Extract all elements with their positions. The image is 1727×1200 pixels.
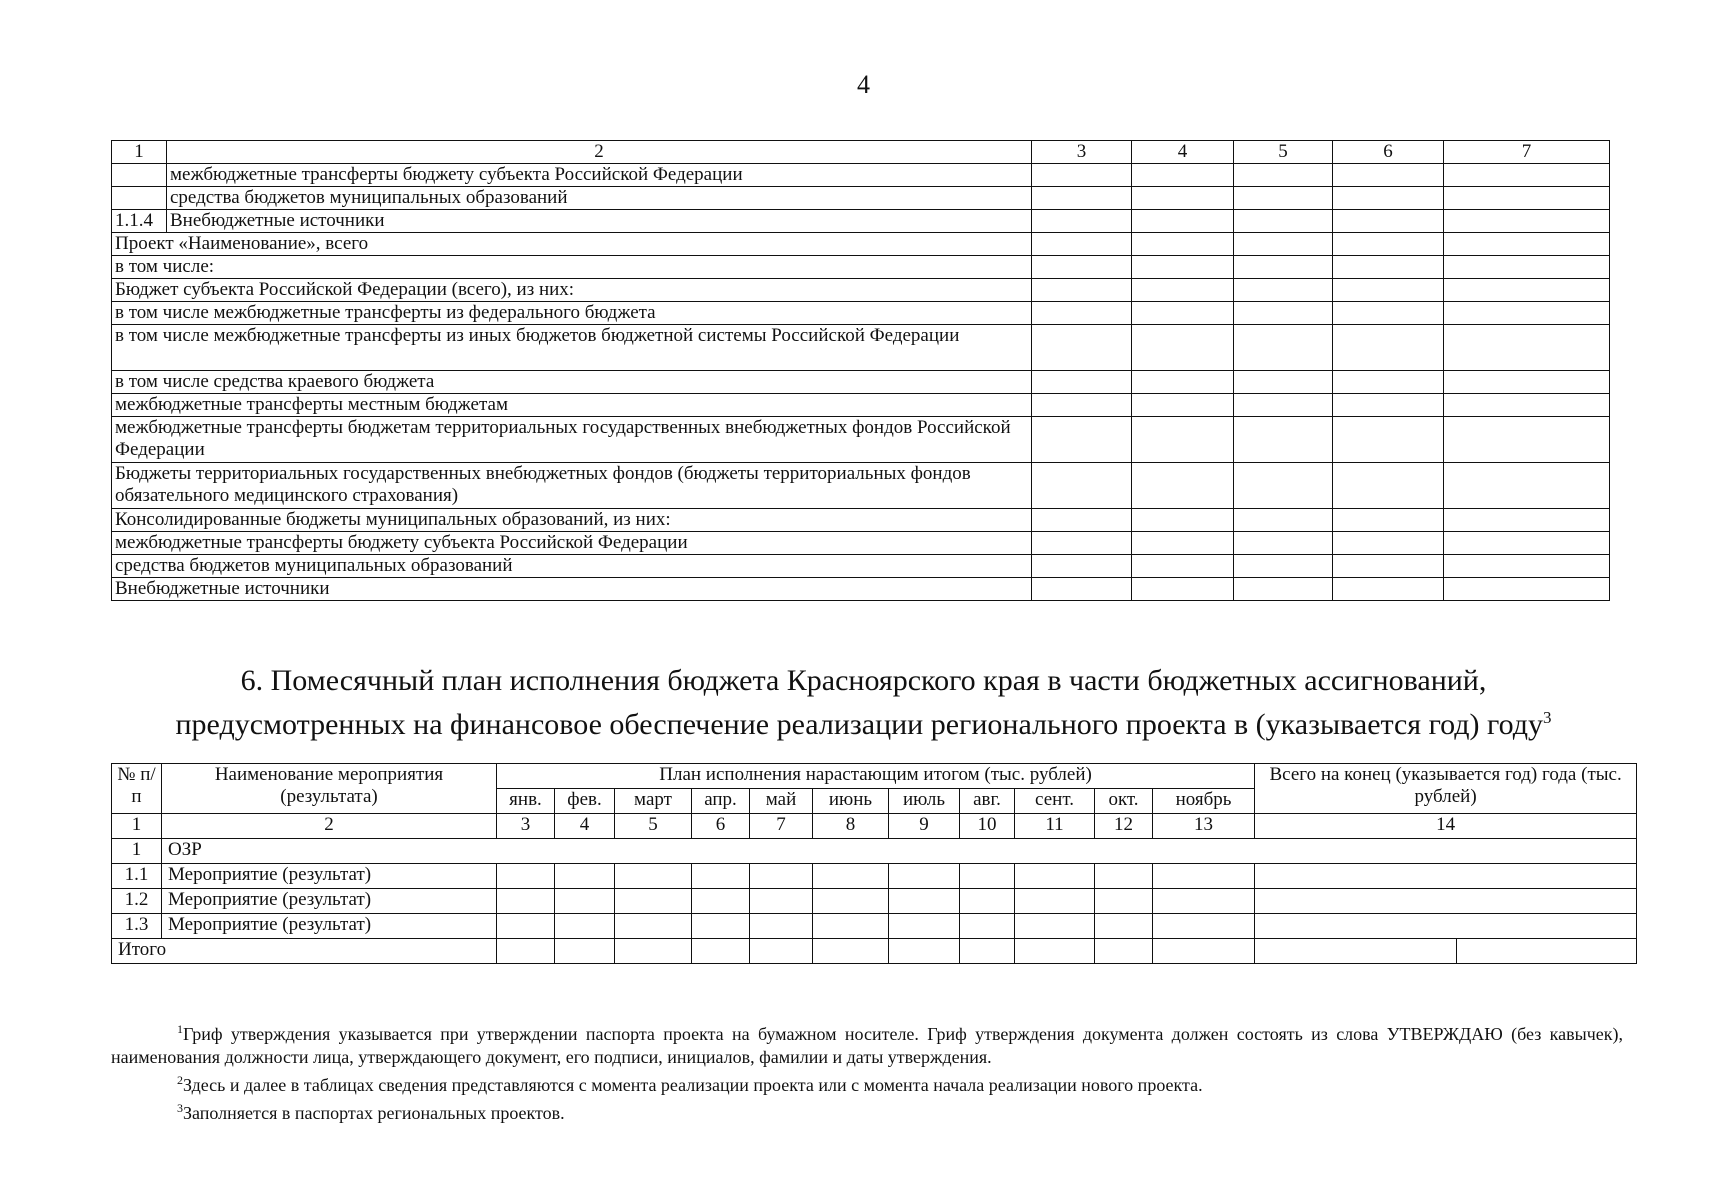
month-cell: фев.	[555, 789, 615, 814]
number-cell: 10	[960, 814, 1015, 839]
table-row	[112, 371, 1610, 394]
table-row	[112, 164, 1610, 187]
table-row	[112, 578, 1610, 601]
header-cell: 6	[1333, 141, 1444, 164]
row-label: Внебюджетные источники	[167, 210, 1032, 233]
row-label: Бюджеты территориальных государственных внебюджетных фондов (бюджеты территориальных фондов обязательного медицинского страхования)	[112, 463, 1032, 509]
month-cell: июнь	[813, 789, 889, 814]
footnote-mark: 3	[177, 1101, 183, 1115]
row-label: межбюджетные трансферты местным бюджетам	[112, 394, 1032, 417]
footnote-2	[111, 1069, 1623, 1097]
row-label: в том числе:	[112, 256, 1032, 279]
table-row	[112, 233, 1610, 256]
number-cell: 14	[1255, 814, 1637, 839]
header-cell: 5	[1234, 141, 1333, 164]
row-label: Внебюджетные источники	[112, 578, 1032, 601]
header-name: Наименование мероприятия (результата)	[162, 764, 497, 814]
table-row	[112, 864, 1637, 889]
header-plan: План исполнения нарастающим итогом (тыс. рублей)	[497, 764, 1255, 789]
table-row	[112, 555, 1610, 578]
numbering-row	[112, 814, 1637, 839]
month-cell: авг.	[960, 789, 1015, 814]
table-row	[112, 463, 1610, 509]
table-row	[112, 839, 1637, 864]
footnotes	[111, 1018, 1623, 1125]
number-cell: 5	[615, 814, 692, 839]
month-cell: ноябрь	[1153, 789, 1255, 814]
footnote-1	[111, 1018, 1623, 1069]
header-cell: 1	[112, 141, 167, 164]
row-label: Проект «Наименование», всего	[112, 233, 1032, 256]
row-label: межбюджетные трансферты бюджету субъекта Российской Федерации	[112, 532, 1032, 555]
row-code: 1.1.4	[112, 210, 167, 233]
header-total: Всего на конец (указывается год) года (тыс. рублей)	[1255, 764, 1637, 814]
table-row	[112, 187, 1610, 210]
funding-sources-table	[111, 140, 1610, 601]
total-label: Итого	[112, 939, 497, 964]
number-cell: 3	[497, 814, 555, 839]
row-label: Консолидированные бюджеты муниципальных образований, из них:	[112, 509, 1032, 532]
table-row	[112, 417, 1610, 463]
footnote-mark: 1	[177, 1022, 183, 1036]
table-row	[112, 889, 1637, 914]
row-num: 1.3	[112, 914, 162, 939]
number-cell: 12	[1095, 814, 1153, 839]
row-name: Мероприятие (результат)	[162, 889, 497, 914]
month-cell: сент.	[1015, 789, 1095, 814]
row-label: средства бюджетов муниципальных образований	[167, 187, 1032, 210]
table-row	[112, 256, 1610, 279]
row-label: в том числе межбюджетные трансферты из иных бюджетов бюджетной системы Российской Федерации	[112, 325, 1032, 371]
table-row	[112, 914, 1637, 939]
row-code	[112, 164, 167, 187]
section-title-line1: 6. Помесячный план исполнения бюджета Красноярского края в части бюджетных ассигнований,	[240, 664, 1487, 697]
footnote-text: Гриф утверждения указывается при утверждении паспорта проекта на бумажном носителе. Гриф утверждения документа должен состоять из слова УТВЕРЖДАЮ (без кавычек), наименования должности лица, утверждающего документ, его подписи, инициалов, фамилии и даты утверждения.	[111, 1024, 1623, 1067]
number-cell: 4	[555, 814, 615, 839]
row-label: межбюджетные трансферты бюджету субъекта Российской Федерации	[167, 164, 1032, 187]
month-cell: март	[615, 789, 692, 814]
table-row	[112, 394, 1610, 417]
row-num: 1.2	[112, 889, 162, 914]
total-row	[112, 939, 1637, 964]
number-cell: 2	[162, 814, 497, 839]
row-name: ОЗР	[162, 839, 1637, 864]
month-cell: июль	[889, 789, 960, 814]
table-row	[112, 509, 1610, 532]
row-label: средства бюджетов муниципальных образований	[112, 555, 1032, 578]
row-code	[112, 187, 167, 210]
row-name: Мероприятие (результат)	[162, 864, 497, 889]
number-cell: 1	[112, 814, 162, 839]
month-cell: апр.	[692, 789, 750, 814]
footnote-3	[111, 1097, 1623, 1125]
header-num: № п/п	[112, 764, 162, 814]
row-num: 1	[112, 839, 162, 864]
row-label: в том числе средства краевого бюджета	[112, 371, 1032, 394]
table-row	[112, 302, 1610, 325]
page-number: 4	[857, 70, 870, 99]
row-label: в том числе межбюджетные трансферты из федерального бюджета	[112, 302, 1032, 325]
section-heading	[111, 662, 1616, 743]
row-num: 1.1	[112, 864, 162, 889]
header-cell: 4	[1132, 141, 1234, 164]
table-header-row	[112, 764, 1637, 789]
number-cell: 8	[813, 814, 889, 839]
row-label: межбюджетные трансферты бюджетам территориальных государственных внебюджетных фондов Российской Федерации	[112, 417, 1032, 463]
number-cell: 9	[889, 814, 960, 839]
header-cell: 7	[1444, 141, 1610, 164]
number-cell: 11	[1015, 814, 1095, 839]
monthly-plan-table	[111, 763, 1637, 964]
table-row	[112, 532, 1610, 555]
number-cell: 13	[1153, 814, 1255, 839]
number-cell: 7	[750, 814, 813, 839]
title-footnote-mark: 3	[1543, 708, 1552, 727]
month-cell: май	[750, 789, 813, 814]
table-row	[112, 210, 1610, 233]
header-cell: 3	[1032, 141, 1132, 164]
month-cell: янв.	[497, 789, 555, 814]
header-cell: 2	[167, 141, 1032, 164]
footnote-text: Заполняется в паспортах региональных проектов.	[183, 1103, 565, 1123]
table-row	[112, 279, 1610, 302]
row-name: Мероприятие (результат)	[162, 914, 497, 939]
footnote-text: Здесь и далее в таблицах сведения представляются с момента реализации проекта или с момента начала реализации нового проекта.	[183, 1075, 1203, 1095]
row-label: Бюджет субъекта Российской Федерации (всего), из них:	[112, 279, 1032, 302]
footnote-mark: 2	[177, 1073, 183, 1087]
number-cell: 6	[692, 814, 750, 839]
table-header-row	[112, 141, 1610, 164]
month-cell: окт.	[1095, 789, 1153, 814]
section-title-line2: предусмотренных на финансовое обеспечение реализации регионального проекта в (указывается год) году	[175, 708, 1544, 741]
table-row	[112, 325, 1610, 371]
